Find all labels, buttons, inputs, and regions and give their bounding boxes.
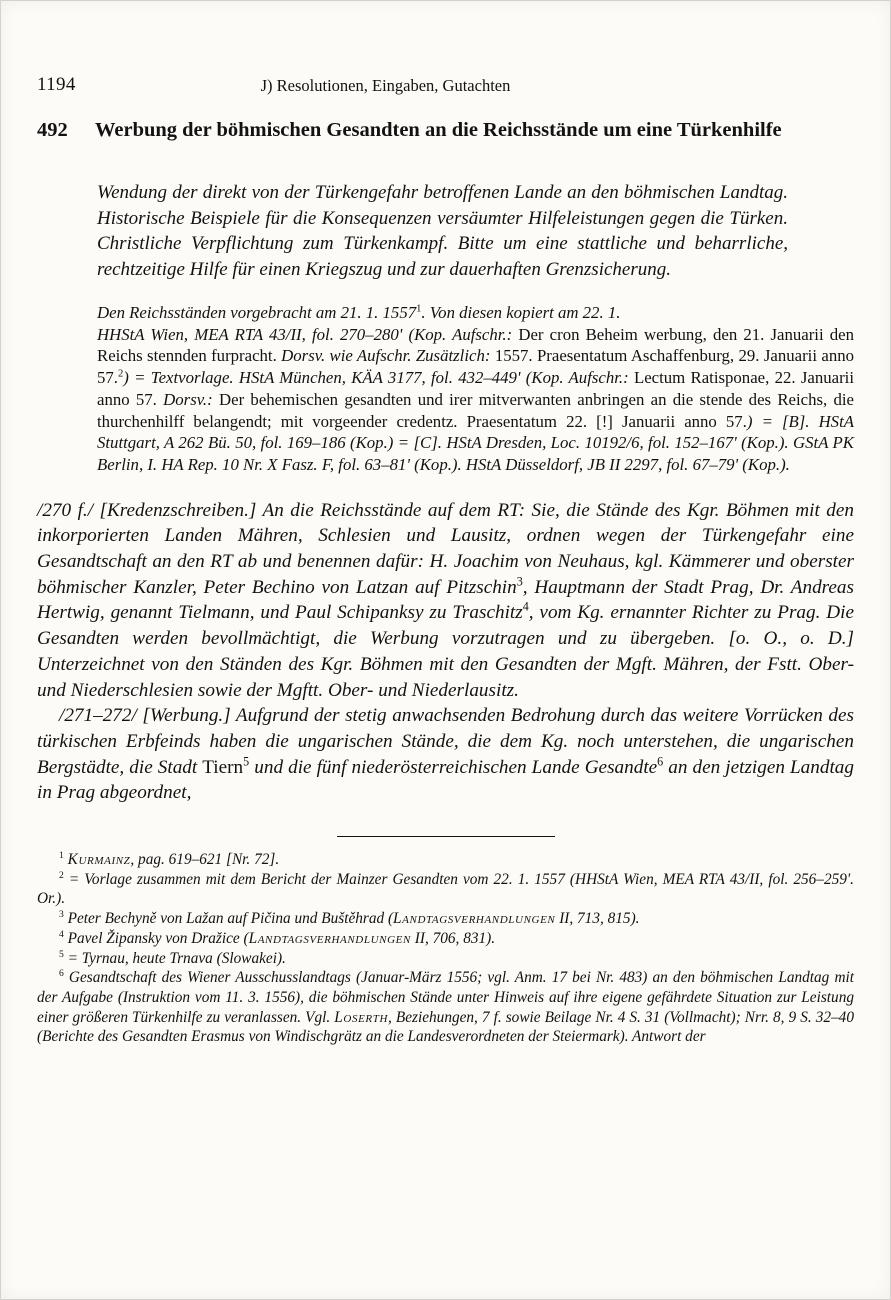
running-head: J) Resolutionen, Eingaben, Gutachten (260, 76, 511, 95)
entry-title: Werbung der böhmischen Gesandten an die Reichsstände um eine Türkenhilfe (95, 119, 782, 141)
entry-body (37, 498, 854, 806)
source-note: Den Reichsständen vorgebracht am 21. 1. 1557$^1$. Von diesen kopiert am 22. 1. HHStA Wien, MEA RTA 43/II, fol. 270–280' (Kop. Aufschr.: Der cron Beheim werbung, den 21. Januarii den Reichs stennden furpracht. Dorsv. wie Aufschr. Zusätzlich: 1557. Praesentatum Aschaffenburg, 29. Januarii anno 57.$^2$) = Textvorlage. HStA München, KÄA 3177, fol. 432–449' (Kop. Aufschr.: Lectum Ratisponae, 22. Januarii anno 57. Dorsv.: Der behemischen gesandten und irer mitverwanten anbringen an die stende des Reichs, die thurchenhilff belangendt; mit vorgeender credentz. Praesentatum 22. [!] Januarii anno 57.) = [B]. HStA Stuttgart, A 262 Bü. 50, fol. 169–186 (Kop.) = [C]. HStA Dresden, Loc. 10192/6, fol. 152–167' (Kop.). GStA PK Berlin, I. HA Rep. 10 Nr. X Fasz. F, fol. 63–81' (Kop.). HStA Düsseldorf, JB II 2297, fol. 67–79' (Kop.). (97, 303, 854, 474)
footnote-4: $^4$ Pavel Žipansky von Dražice (Landtagsverhandlungen II, 706, 831). (59, 928, 496, 947)
footnote-3: $^3$ Peter Bechyně von Lažan auf Pičina und Buštěhrad (Landtagsverhandlungen II, 713, 815). (59, 909, 640, 928)
footnote-1: $^1$ Kurmainz, pag. 619–621 [Nr. 72]. (59, 849, 280, 869)
entry-heading (37, 116, 788, 144)
body-paragraph-1: /270 f./ [Kredenzschreiben.] An die Reichsstände auf dem RT: Sie, die Stände des Kgr. Böhmen mit den inkorporierten Landen Mähren, Schlesien und Lausitz, ordnen wegen der Türkengefahr eine Gesandtschaft an den RT ab und benennen dafür: H. Joachim von Neuhaus, kgl. Kämmerer und oberster böhmischer Kanzler, Peter Bechino von Latzan auf Pitzschin$^3$, Hauptmann der Stadt Prag, Dr. Andreas Hertwig, genannt Tielmann, und Paul Schipanksy zu Traschitz$^4$, vom Kg. ernannter Richter zu Prag. Die Gesandten werden bevollmächtigt, die Werbung vorzutragen und zu übergeben. [o. O., o. D.] Unterzeichnet von den Ständen des Kgr. Böhmen mit den Gesandten der Mgft. Mähren, der Fstt. Ober- und Niederschlesien sowie der Mgftt. Ober- und Niederlausitz. (37, 499, 854, 701)
body-paragraph-2: /271–272/ [Werbung.] Aufgrund der stetig anwachsenden Bedrohung durch das weitere Vorrücken des türkischen Erbfeinds haben die ungarischen Stände, die dem Kg. noch unterstehen, die ungarischen Bergstädte, die Stadt Tiern$^5$ und die fünf niederösterreichischen Lande Gesandte$^6$ an den jetzigen Landtag in Prag abgeordnet, (37, 705, 854, 804)
entry-summary: Wendung der direkt von der Türkengefahr betroffenen Lande an den böhmischen Landtag. Historische Beispiele für die Konsequenzen versäumter Hilfeleistungen gegen die Türken. Christliche Verpflichtung zum Türkenkampf. Bitte um eine stattliche und beharrliche, rechtzeitige Hilfe für einen Kriegszug und zur dauerhaften Grenzsicherung. (97, 182, 788, 280)
page-header (37, 74, 854, 98)
footnote-2: $^2$ = Vorlage zusammen mit dem Bericht der Mainzer Gesandten vom 22. 1. 1557 (HHStA Wien, MEA RTA 43/II, fol. 256–259'. Or.). (37, 869, 854, 908)
footnotes-section (37, 850, 854, 1047)
page-number: 1194 (37, 74, 76, 95)
footnote-rule (337, 836, 555, 837)
entry-number: 492 (37, 119, 68, 141)
footnote-6: $^6$ Gesandtschaft des Wiener Ausschusslandtags (Januar-März 1556; vgl. Anm. 17 bei Nr. 483) an den böhmischen Landtag mit der Aufgabe (Instruktion vom 11. 3. 1556), die böhmischen Stände unter Hinweis auf ihre eigene gefährdete Situation zur Leistung einer größeren Türkenhilfe zu veranlassen. Vgl. Loserth, Beziehungen, 7 f. sowie Beilage Nr. 4 S. 31 (Vollmacht); Nrr. 8, 9 S. 32–40 (Berichte des Gesandten Erasmus von Windischgrätz an die Landesverordneten der Steiermark). Antwort der (37, 968, 854, 1046)
footnote-5: $^5$ = Tyrnau, heute Trnava (Slowakei). (59, 948, 286, 967)
